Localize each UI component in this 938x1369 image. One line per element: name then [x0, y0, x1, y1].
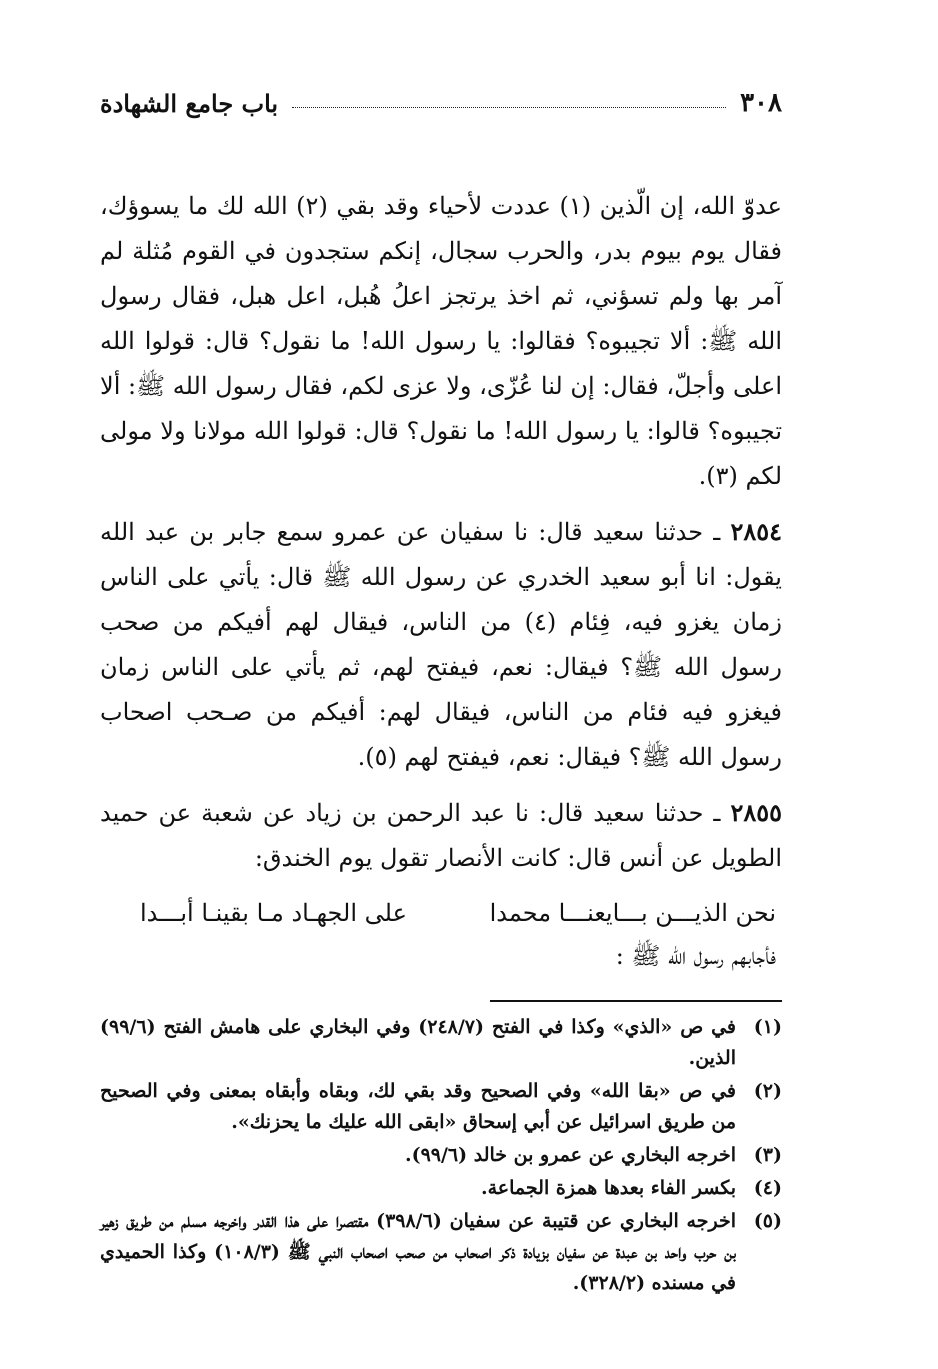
hadith-number: ٢٨٥٤	[730, 517, 782, 546]
footnote	[100, 1076, 782, 1138]
header-dotted-rule	[292, 107, 726, 108]
footnote	[100, 1206, 782, 1299]
hadith-2855	[100, 790, 782, 881]
footnote-text: في ص «بقا الله» وفي الصحيح وقد بقي لك، وبقاه وأبقاه بمعنى وفي الصحيح من طريق اسرائيل عن أبي إسحاق «ابقى الله عليك ما يحزنك».	[100, 1080, 736, 1133]
after-verse-line: فأجابهم رسول الله ﷺ :	[615, 942, 776, 970]
footnote-separator	[490, 1000, 782, 1002]
footnote-mark: (٣)	[753, 1144, 782, 1166]
footnote-mark: (١)	[753, 1016, 782, 1038]
footnote-text: اخرجه البخاري عن عمرو بن خالد (٩٩/٦).	[404, 1144, 736, 1166]
verse-left-hemistich: على الجهـاد مـا بقينـا أبـــدا	[140, 899, 407, 927]
paragraph-continuation	[100, 184, 782, 499]
footnote-mark: (٥)	[753, 1210, 782, 1232]
footnote-text: في ص «الذي» وكذا في الفتح (٢٤٨/٧) وفي البخاري على هامش الفتح (٩٩/٦) الذين.	[100, 1016, 736, 1069]
poetry-verse	[100, 891, 782, 936]
footnote	[100, 1012, 782, 1074]
footnote-mark: (٤)	[753, 1177, 782, 1199]
hadith-2854	[100, 509, 782, 780]
footnote	[100, 1173, 782, 1204]
hadith-text: ـ حدثنا سعيد قال: نا عبد الرحمن بن زياد عن شعبة عن حميد الطويل عن أنس قال: كانت الأنصار تقول يوم الخندق:	[100, 799, 782, 872]
book-page	[100, 80, 782, 1301]
paragraph-text: عدوّ الله، إن الّذين (١) عددت لأحياء وقد بقي (٢) الله لك ما يسوؤك، فقال يوم بيوم بدر، والحرب سجال، إنكم ستجدون في القوم مُثلة لم آمر بها ولم تسؤني، ثم اخذ يرتجز اعلُ هُبل، اعل هبل، فقال رسول الله ﷺ: ألا تجيبوه؟ فقالوا: يا رسول الله! ما نقول؟ قال: قولوا الله اعلى وأجلّ، فقال: إن لنا عُزّى، ولا عزى لكم، فقال رسول الله ﷺ: ألا تجيبوه؟ قالوا: يا رسول الله! ما نقول؟ قال: قولوا الله مولانا ولا مولى لكم (٣).	[100, 192, 783, 490]
verse-right-hemistich: نحن الذيـــن بـــايعنـــا محمدا	[489, 899, 776, 927]
footnote	[100, 1140, 782, 1171]
running-header	[100, 80, 782, 126]
chapter-title: باب جامع الشهادة	[100, 88, 279, 118]
hadith-number: ٢٨٥٥	[730, 798, 783, 827]
footnote-text: بكسر الفاء بعدها همزة الجماعة.	[481, 1177, 736, 1199]
main-text	[100, 184, 782, 976]
footnote-text: اخرجه البخاري عن قتيبة عن سفيان (٣٩٨/٦) مقتصرا على هذا القدر واخرجه مسلم من طريق زهير بن حرب واحد بن عبدة عن سفيان بزيادة ذكر اصحاب من صحب اصحاب النبي ﷺ (١٠٨/٣) وكذا الحميدي في مسنده (٣٢٨/٢).	[100, 1210, 736, 1294]
footnote-mark: (٢)	[753, 1080, 782, 1102]
hadith-text: ـ حدثنا سعيد قال: نا سفيان عن عمرو سمع جابر بن عبد الله يقول: انا أبو سعيد الخدري عن رسول الله ﷺ قال: يأتي على الناس زمان يغزو فيه، فِئام (٤) من الناس، فيقال لهم أفيكم من صحب رسول الله ﷺ؟ فيقال: نعم، فيفتح لهم، ثم يأتي على الناس زمان فيغزو فيه فئام من الناس، فيقال لهم: أفيكم من صـحب اصحاب رسول الله ﷺ؟ فيقال: نعم، فيفتح لهم (٥).	[100, 518, 782, 771]
page-number: ٣٠٨	[740, 88, 782, 118]
footnotes	[100, 1012, 782, 1299]
